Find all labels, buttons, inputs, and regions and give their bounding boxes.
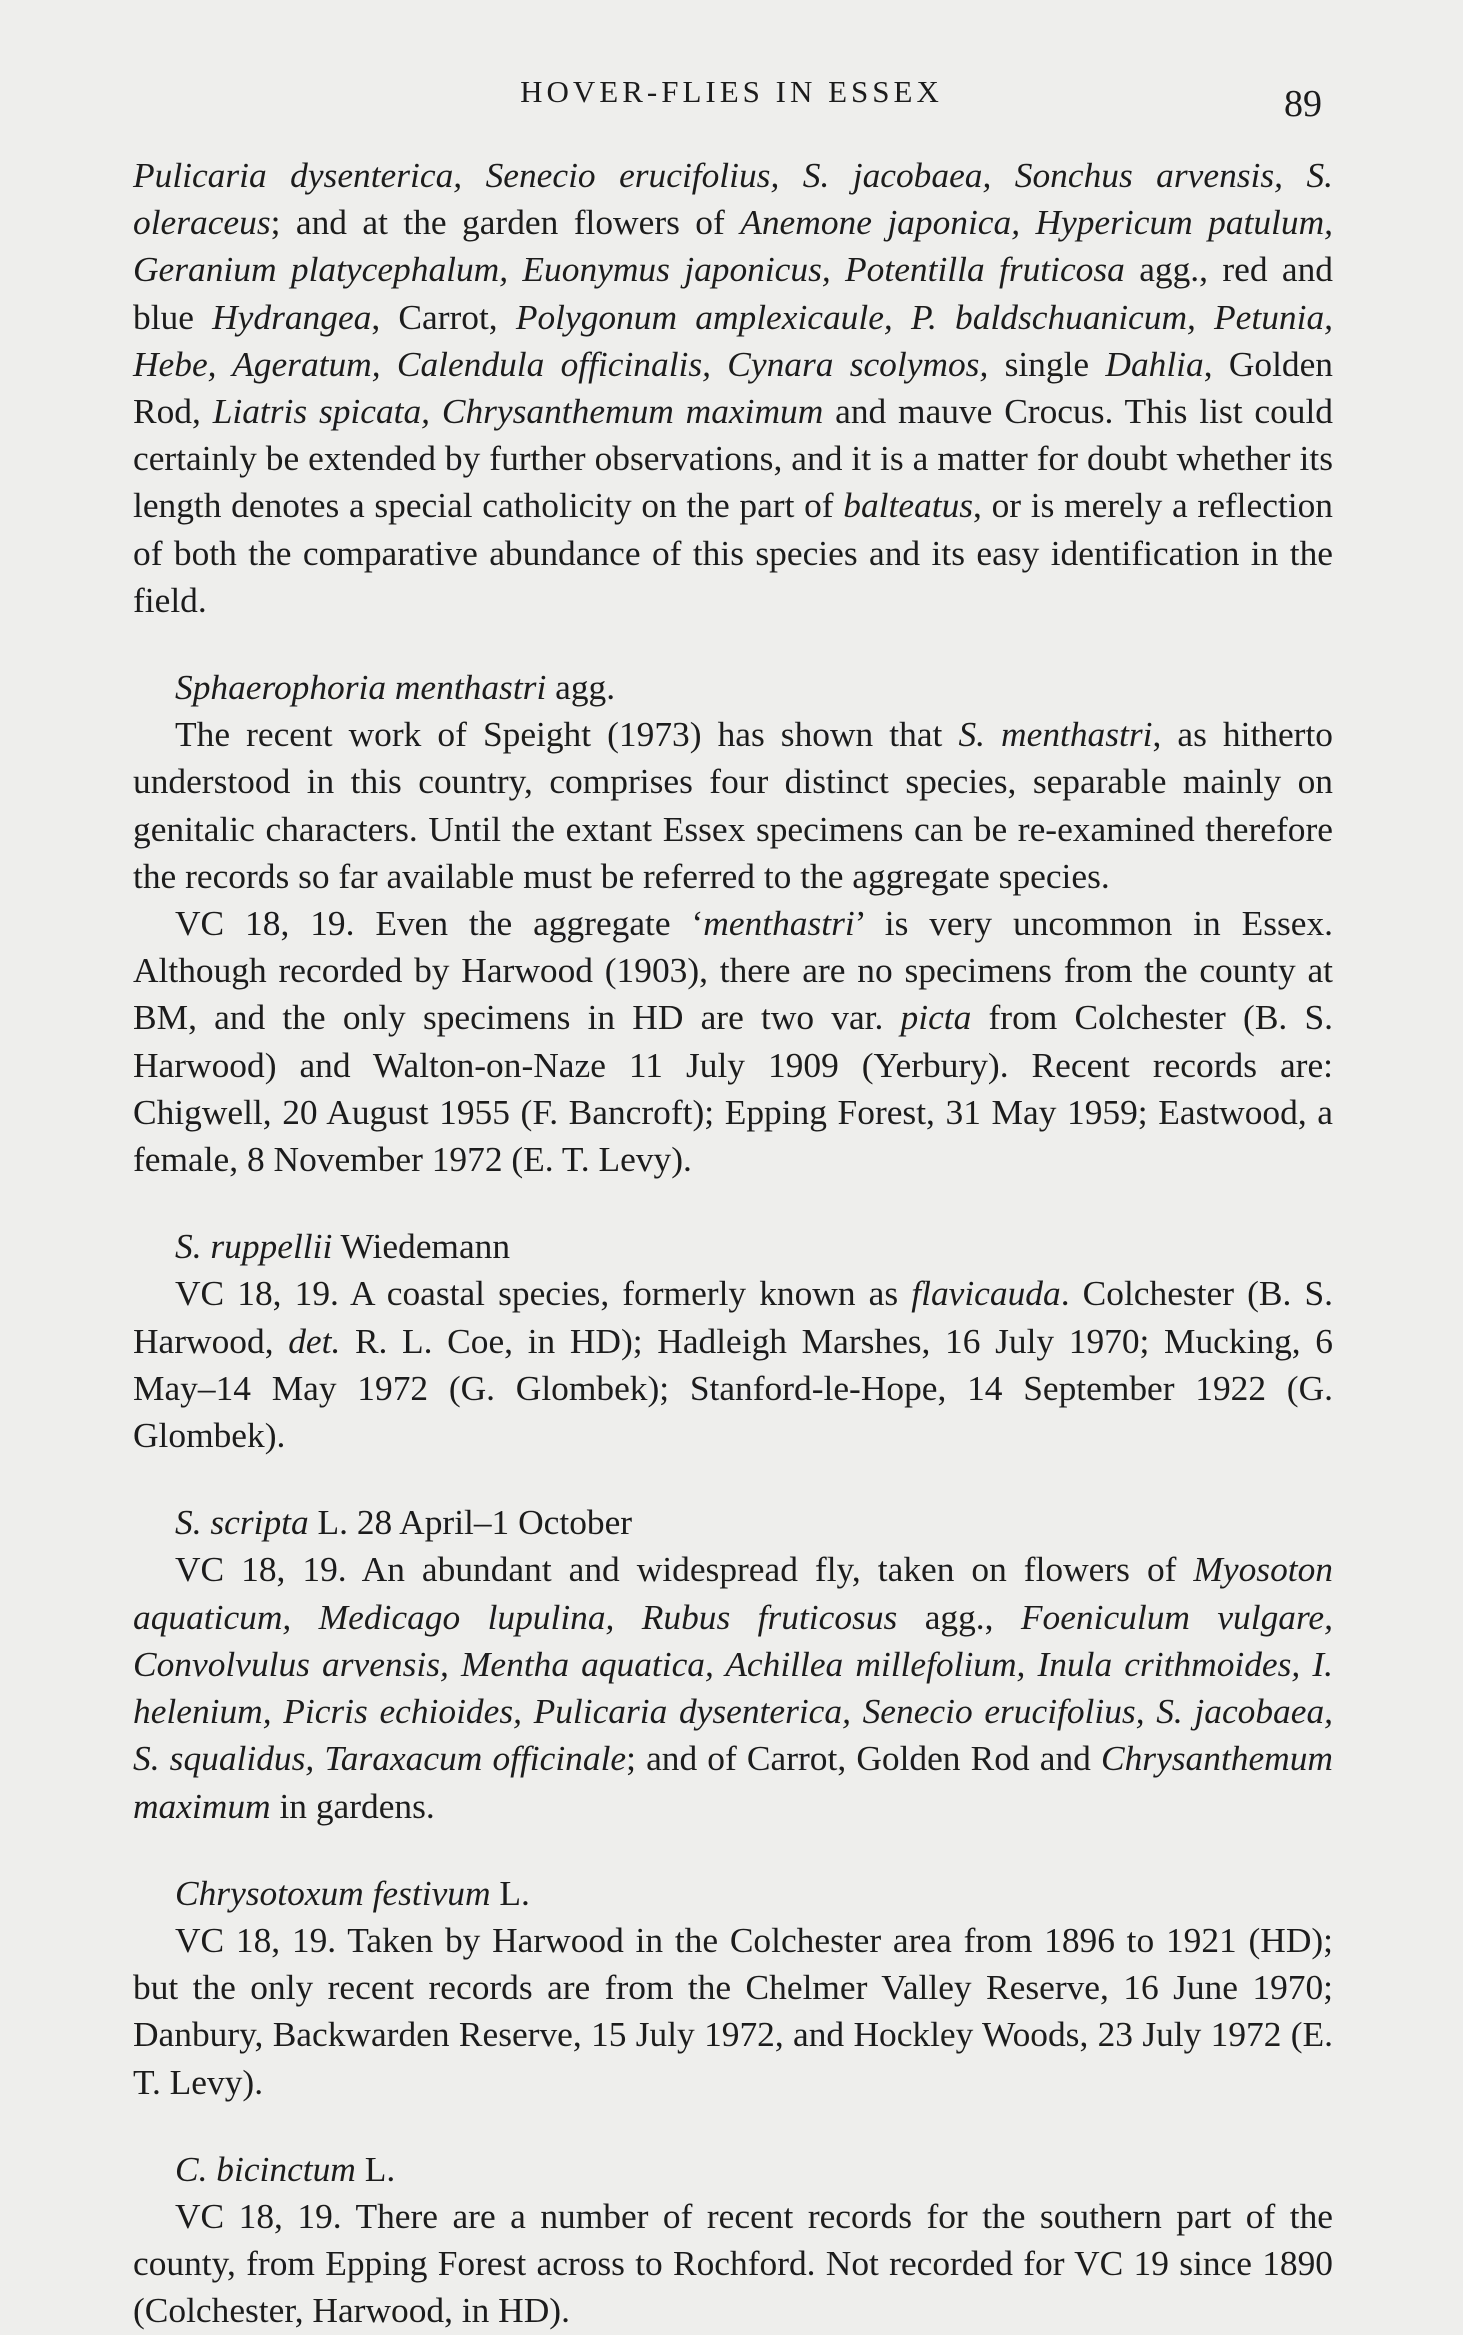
italic-run: menthastri (703, 903, 855, 944)
italic-run: S. ruppellii (175, 1226, 333, 1267)
body-paragraph: VC 18, 19. Even the aggregate ‘menthastri’ is very uncommon in Essex. Although recorded by Harwood (1903), there are no specimens from the county at BM, and the only specimens in HD are two var. picta from Colchester (B. S. Harwood) and Walton-on-Naze 11 July 1909 (Yerbury). Recent records are: Chigwell, 20 August 1955 (F. Bancroft); Epping Forest, 31 May 1959; Eastwood, a female, 8 November 1972 (E. T. Levy). (133, 903, 1333, 1180)
italic-run: picta (900, 997, 972, 1038)
body-paragraph: Pulicaria dysenterica, Senecio erucifolius, S. jacobaea, Sonchus arvensis, S. oleraceus; and at the garden flowers of Anemone japonica, Hypericum patulum, Geranium platycephalum, Euonymus japonicus, Potentilla fruticosa agg., red and blue Hydrangea, Carrot, Polygonum amplexicaule, P. baldschuanicum, Petunia, Hebe, Ageratum, Calendula officinalis, Cynara scolymos, single Dahlia, Golden Rod, Liatris spicata, Chrysanthemum maximum and mauve Crocus. This list could certainly be extended by further observations, and it is a matter for doubt whether its length denotes a special catholicity on the part of balteatus, or is merely a reflection of both the comparative abundance of this species and its easy identification in the field. (133, 155, 1334, 620)
body-paragraph: The recent work of Speight (1973) has shown that S. menthastri, as hitherto understood in this country, comprises four distinct species, separable mainly on genitalic characters. Until the extant Essex specimens can be re-examined therefore the records so far available must be referred to the aggregate species. (133, 714, 1333, 896)
section-c-bicinctum (133, 2146, 1333, 2335)
italic-run: Dahlia (1105, 343, 1204, 384)
italic-run: Sphaerophoria menthastri (175, 667, 547, 708)
species-heading: S. ruppellii Wiedemann (175, 1226, 511, 1267)
section-s-scripta (133, 1499, 1333, 1829)
page-number: 89 (1284, 83, 1322, 125)
species-heading: Chrysotoxum festivum L. (175, 1872, 530, 1913)
species-heading: Sphaerophoria menthastri agg. (175, 667, 616, 708)
species-heading: S. scripta L. 28 April–1 October (175, 1502, 633, 1543)
italic-run: Chrysanthemum maximum (133, 1738, 1333, 1826)
section-s-ruppellii (133, 1223, 1333, 1459)
body-paragraph: VC 18, 19. An abundant and widespread fly, taken on flowers of Myosoton aquaticum, Medicago lupulina, Rubus fruticosus agg., Foeniculum vulgare, Convolvulus arvensis, Mentha aquatica, Achillea millefolium, Inula crithmoides, I. helenium, Picris echioides, Pulicaria dysenterica, Senecio erucifolius, S. jacobaea, S. squalidus, Taraxacum officinale; and of Carrot, Golden Rod and Chrysanthemum maximum in gardens. (133, 1549, 1333, 1826)
italic-run: Myosoton aquaticum, Medicago lupulina, Rubus fruticosus (133, 1549, 1333, 1637)
italic-run: S. scripta (175, 1502, 309, 1543)
section-sphaerophoria-menthastri (133, 664, 1333, 1183)
italic-run: Anemone japonica, Hypericum patulum, Geranium platycephalum, Euonymus japonicus, Potentilla fruticosa (133, 202, 1333, 290)
document-body (133, 152, 1333, 2335)
italic-run: Hydrangea (212, 296, 372, 337)
body-paragraph: VC 18, 19. There are a number of recent records for the southern part of the county, from Epping Forest across to Rochford. Not recorded for VC 19 since 1890 (Colchester, Harwood, in HD). (133, 2195, 1333, 2331)
italic-run: balteatus (843, 485, 974, 526)
italic-run: S. menthastri (958, 714, 1153, 755)
running-head: HOVER-FLIES IN ESSEX (520, 74, 943, 109)
body-paragraph: VC 18, 19. Taken by Harwood in the Colchester area from 1896 to 1921 (HD); but the only recent records are from the Chelmer Valley Reserve, 16 June 1970; Danbury, Backwarden Reserve, 15 July 1972, and Hockley Woods, 23 July 1972 (E. T. Levy). (133, 1919, 1333, 2102)
italic-run: Polygonum amplexicaule, P. baldschuanicum, Petunia, Hebe, Ageratum, Calendula officinalis, Cynara scolymos, (133, 296, 1333, 384)
italic-run: flavicauda (911, 1273, 1061, 1314)
italic-run: Pulicaria dysenterica, Senecio erucifolius, S. jacobaea, Sonchus arvensis, S. oleraceus (133, 155, 1333, 243)
species-heading: C. bicinctum L. (175, 2148, 396, 2189)
italic-run: Chrysotoxum festivum (175, 1872, 491, 1913)
italic-run: det. (288, 1320, 341, 1361)
italic-run: Foeniculum vulgare, Convolvulus arvensis, Mentha aquatica, Achillea millefolium, Inula crithmoides, I. helenium, Picris echioides, Pulicaria dysenterica, Senecio erucifolius, S. jacobaea, S. squalidus, Taraxacum officinale (133, 1596, 1333, 1779)
italic-run: C. bicinctum (175, 2148, 356, 2189)
section-balteatus-continued (133, 152, 1333, 624)
italic-run: Liatris spicata, Chrysanthemum maximum (212, 391, 824, 432)
section-chrysotoxum-festivum (133, 1870, 1333, 2106)
body-paragraph: VC 18, 19. A coastal species, formerly known as flavicauda. Colchester (B. S. Harwood, det. R. L. Coe, in HD); Hadleigh Marshes, 16 July 1970; Mucking, 6 May–14 May 1972 (G. Glombek); Stanford-le-Hope, 14 September 1922 (G. Glombek). (133, 1273, 1333, 1456)
